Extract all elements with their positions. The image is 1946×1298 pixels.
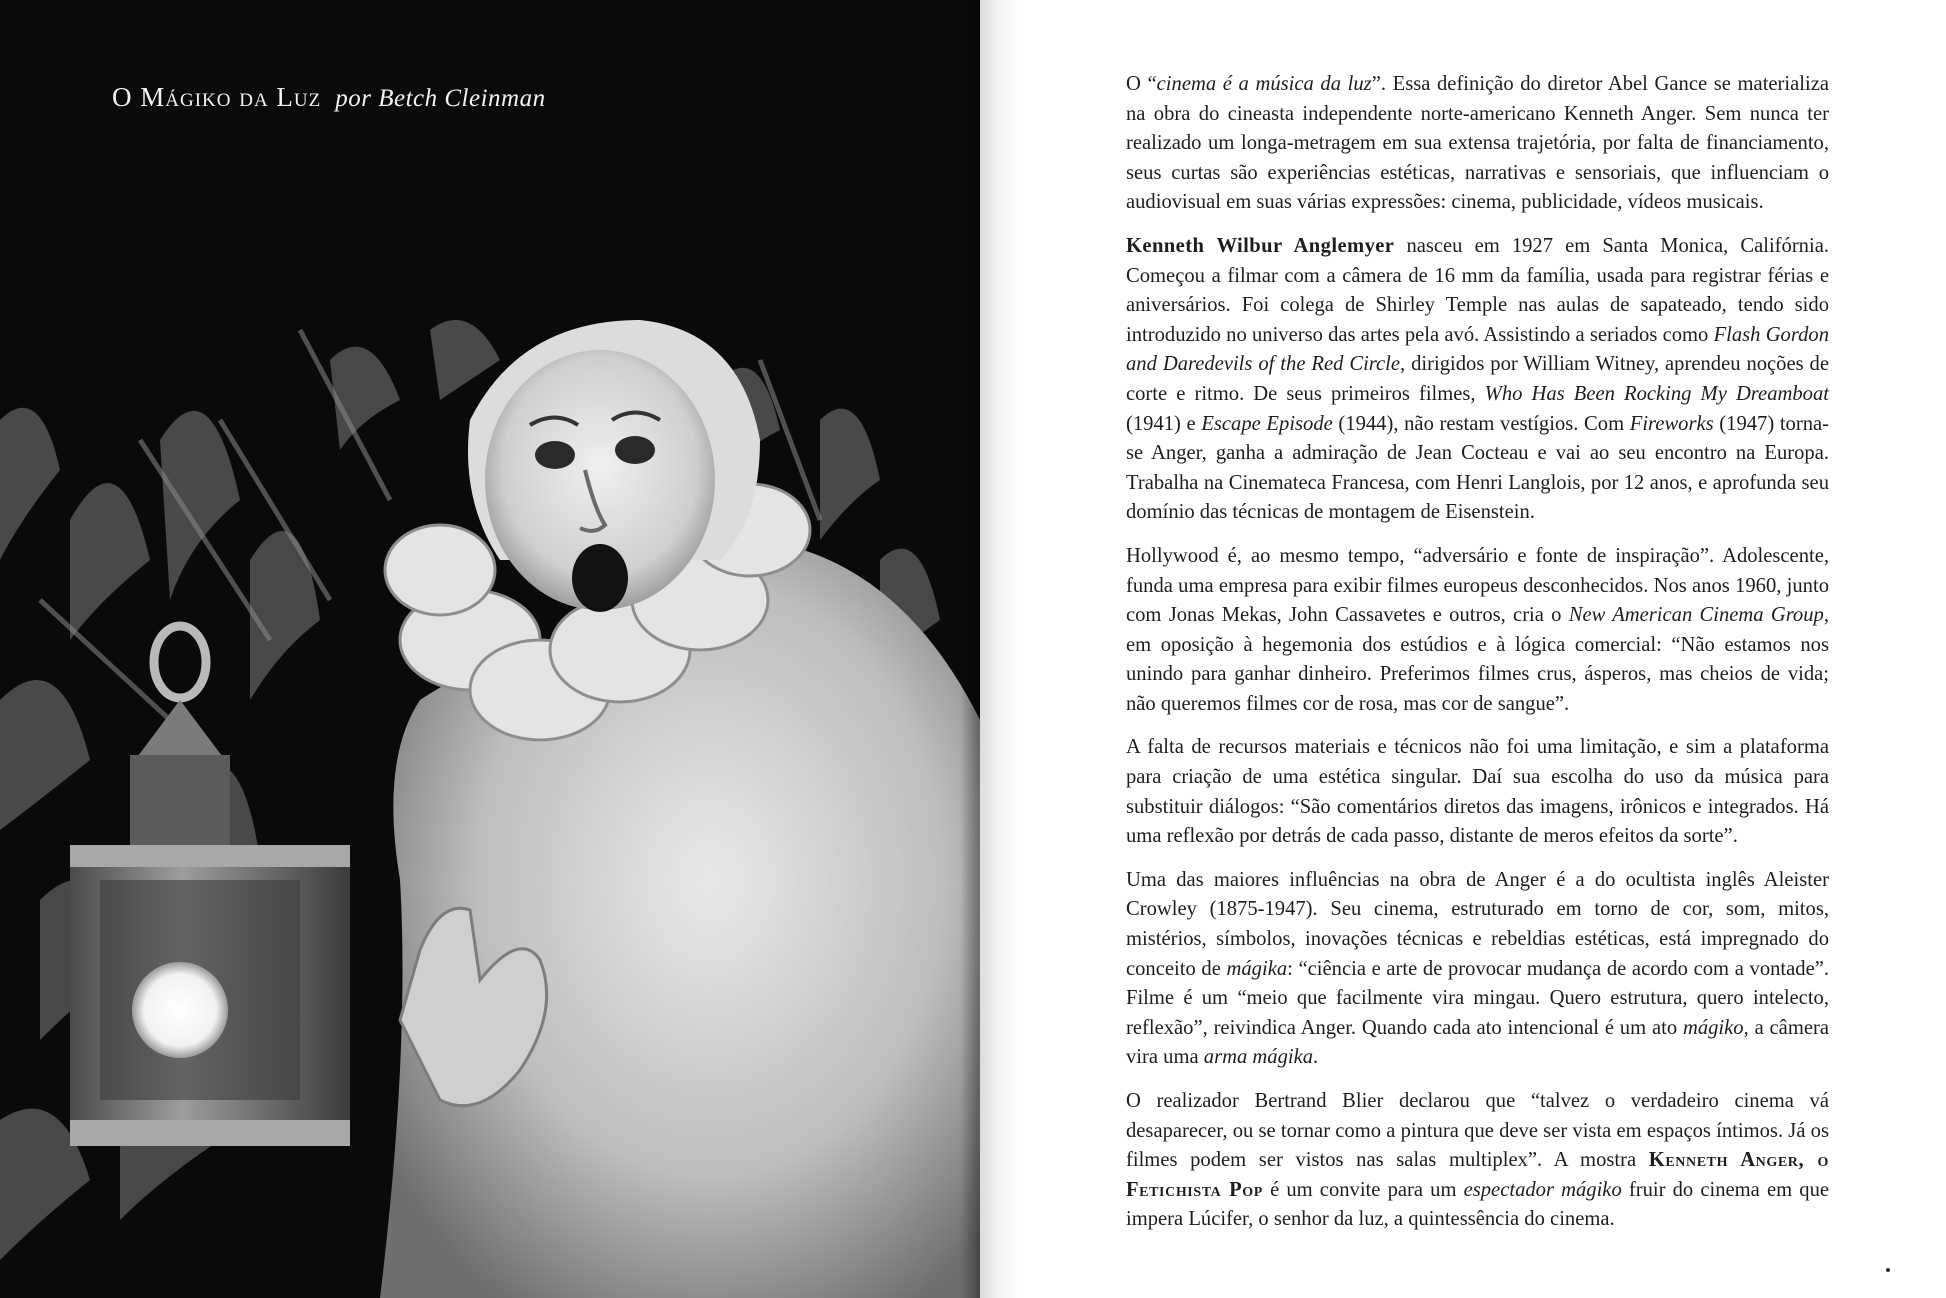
article-title xyxy=(112,82,546,113)
paragraph-4: A falta de recursos materiais e técnicos não foi uma limitação, e sim a plataforma para criação de uma estética singular. Daí sua escolha do uso da música para substituir diálogos: “São comentários diretos das imagens, irônicos e integrados. Há uma reflexão por detrás de cada passo, distante de meros efeitos da sorte”. xyxy=(1126,736,1829,848)
subject-name: Kenneth Wilbur Anglemyer xyxy=(1126,234,1395,257)
title-text: O Mágiko da Luz xyxy=(112,82,322,112)
article-body xyxy=(1126,70,1829,1249)
paragraph-1: O “cinema é a música da luz”. Essa definição do diretor Abel Gance se materializa na obra do cineasta independente norte-americano Kenneth Anger. Sem nunca ter realizado um longa-metragem em sua extensa trajetória, por falta de financiamento, seus curtas são experiências estéticas, narrativas e sensoriais, que influenciam o audiovisual em suas várias expressões: cinema, publicidade, vídeos musicais. xyxy=(1126,73,1829,214)
paragraph-6: O realizador Bertrand Blier declarou que “talvez o verdadeiro cinema vá desaparecer, ou se tornar como a pintura que deve ser vista em espaços íntimos. Já os filmes podem ser vistos nas salas multiplex”. A mostra Kenneth Anger, o Fetichista Pop é um convite para um espectador mágiko fruir do cinema em que impera Lúcifer, o senhor da luz, a quintessência do cinema. xyxy=(1126,1090,1830,1231)
author-byline: por Betch Cleinman xyxy=(335,85,546,112)
right-page xyxy=(980,0,1946,1298)
paragraph-3: Hollywood é, ao mesmo tempo, “adversário e fonte de inspiração”. Adolescente, funda uma empresa para exibir filmes europeus desconhecidos. Nos anos 1960, junto com Jonas Mekas, John Cassavetes e outros, cria o New American Cinema Group, em oposição à hegemonia dos estúdios e à lógica comercial: “Não estamos nos unindo para ganhar dinheiro. Preferimos filmes crus, ásperos, mas cheios de vida; não queremos filmes cor de rosa, mas cor de sangue”. xyxy=(1126,544,1829,715)
paragraph-2: Kenneth Wilbur Anglemyer nasceu em 1927 em Santa Monica, Califórnia. Começou a filmar com a câmera de 16 mm da família, usada para registrar férias e aniversários. Foi colega de Shirley Temple nas aulas de sapateado, tendo sido introduzido no universo das artes pela avó. Assistindo a seriados como Flash Gordon and Daredevils of the Red Circle, dirigidos por William Witney, aprendeu noções de corte e ritmo. De seus primeiros filmes, Who Has Been Rocking My Dreamboat (1941) e Escape Episode (1944), não restam vestígios. Com Fireworks (1947) torna-se Anger, ganha a admiração de Jean Cocteau e vai ao seu encontro na Europa. Trabalha na Cinemateca Francesa, com Henri Langlois, por 12 anos, e aprofunda seu domínio das técnicas de montagem de Eisenstein. xyxy=(1126,234,1830,524)
print-speck xyxy=(1886,1268,1890,1272)
exhibition-title: Kenneth Anger, o Fetichista Pop xyxy=(1126,1149,1829,1201)
paragraph-5: Uma das maiores influências na obra de Anger é a do ocultista inglês Aleister Crowley (1875-1947). Seu cinema, estruturado em torno de cor, som, mitos, mistérios, símbolos, inovações técnicas e rebeldias estéticas, está impregnado do conceito de mágika: “ciência e arte de provocar mudança de acordo com a vontade”. Filme é um “meio que facilmente vira mingau. Quero estrutura, quero intelecto, reflexão”, reivindica Anger. Quando cada ato intencional é um ato mágiko, a câmera vira uma arma mágika. xyxy=(1126,868,1829,1069)
